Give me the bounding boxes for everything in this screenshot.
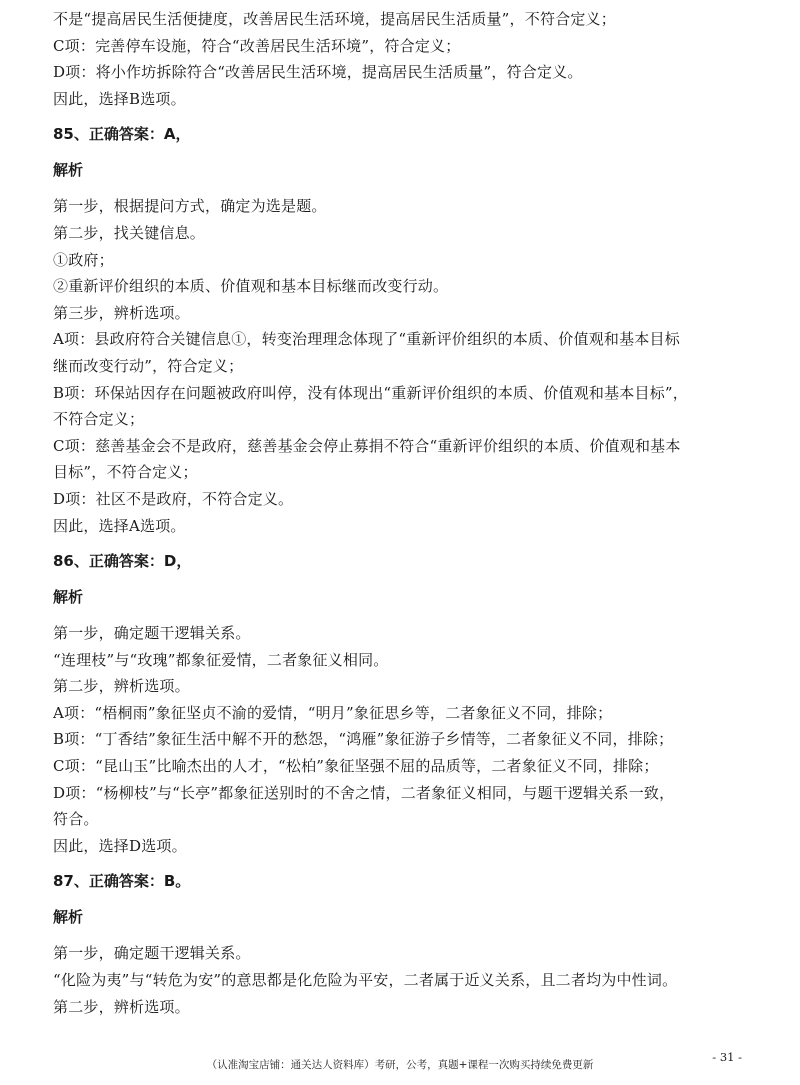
document-body [53, 6, 753, 1020]
text-line: C项：完善停车设施，符合“改善居民生活环境”，符合定义； [53, 36, 461, 55]
text-line: A项：县政府符合关键信息①，转变治理理念体现了“重新评价组织的本质、价值观和基本目标 [53, 330, 680, 349]
text-line: “化险为夷”与“转危为安”的意思都是化危险为平安，二者属于近义关系，且二者均为中性词。 [53, 971, 678, 990]
text-line: 不符合定义； [53, 410, 145, 429]
text-line: 第三步，辨析选项。 [53, 303, 190, 322]
text-line: 不是“提高居民生活便捷度，改善居民生活环境，提高居民生活质量”，不符合定义； [53, 10, 616, 28]
text-line: B项：环保站因存在问题被政府叫停，没有体现出“重新评价组织的本质、价值观和基本目标”， [53, 383, 688, 402]
text-line: B项：“丁香结”象征生活中解不开的愁怨，“鸿雁”象征游子乡情等，二者象征义不同，排除； [53, 730, 674, 749]
text-line: D项：社区不是政府，不符合定义。 [53, 489, 294, 508]
text-line: 第二步，辨析选项。 [53, 677, 190, 696]
text-line: 因此，选择D选项。 [53, 836, 187, 855]
text-line: 继而改变行动”，符合定义； [53, 356, 244, 375]
text-line: “连理枝”与“玫瑰”都象征爱情，二者象征义相同。 [53, 650, 389, 669]
text-line: C项：慈善基金会不是政府，慈善基金会停止募捐不符合“重新评价组织的本质、价值观和基本 [53, 436, 681, 455]
section-heading: 解析 [53, 908, 84, 927]
text-line: 第二步，找关键信息。 [53, 223, 206, 242]
text-line: D项：将小作坊拆除符合“改善居民生活环境，提高居民生活质量”，符合定义。 [53, 63, 583, 82]
text-line: 第二步，辨析选项。 [53, 997, 190, 1016]
page-footer: （认准淘宝店铺：通关达人资料库）考研，公考，真题+课程一次购买持续免费更新 [206, 1059, 594, 1071]
text-line: 第一步，根据提问方式，确定为选是题。 [53, 197, 327, 216]
text-line: 因此，选择B选项。 [53, 89, 186, 108]
text-line: 第一步，确定题干逻辑关系。 [53, 944, 251, 963]
text-line: 目标”，不符合定义； [53, 463, 198, 482]
text-line: 符合。 [53, 810, 99, 829]
text-line: ①政府； [53, 250, 114, 269]
section-heading: 87、正确答案：B。 [53, 872, 191, 891]
section-heading: 85、正确答案：A， [53, 125, 191, 144]
text-line: A项：“梧桐雨”象征坚贞不渝的爱情，“明月”象征思乡等，二者象征义不同，排除； [53, 703, 613, 722]
text-line: ②重新评价组织的本质、价值观和基本目标继而改变行动。 [53, 277, 449, 296]
section-heading: 86、正确答案：D， [53, 552, 192, 571]
text-line: D项：“杨柳枝”与“长亭”都象征送别时的不舍之情，二者象征义相同，与题干逻辑关系一致， [53, 783, 675, 802]
section-heading: 解析 [53, 161, 84, 180]
text-line: 因此，选择A选项。 [53, 516, 186, 535]
section-heading: 解析 [53, 588, 84, 607]
text-line: 第一步，确定题干逻辑关系。 [53, 624, 251, 643]
text-line: C项：“昆山玉”比喻杰出的人才，“松柏”象征坚强不屈的品质等，二者象征义不同，排除； [53, 757, 659, 776]
page-number: - 31 - [712, 1050, 742, 1064]
